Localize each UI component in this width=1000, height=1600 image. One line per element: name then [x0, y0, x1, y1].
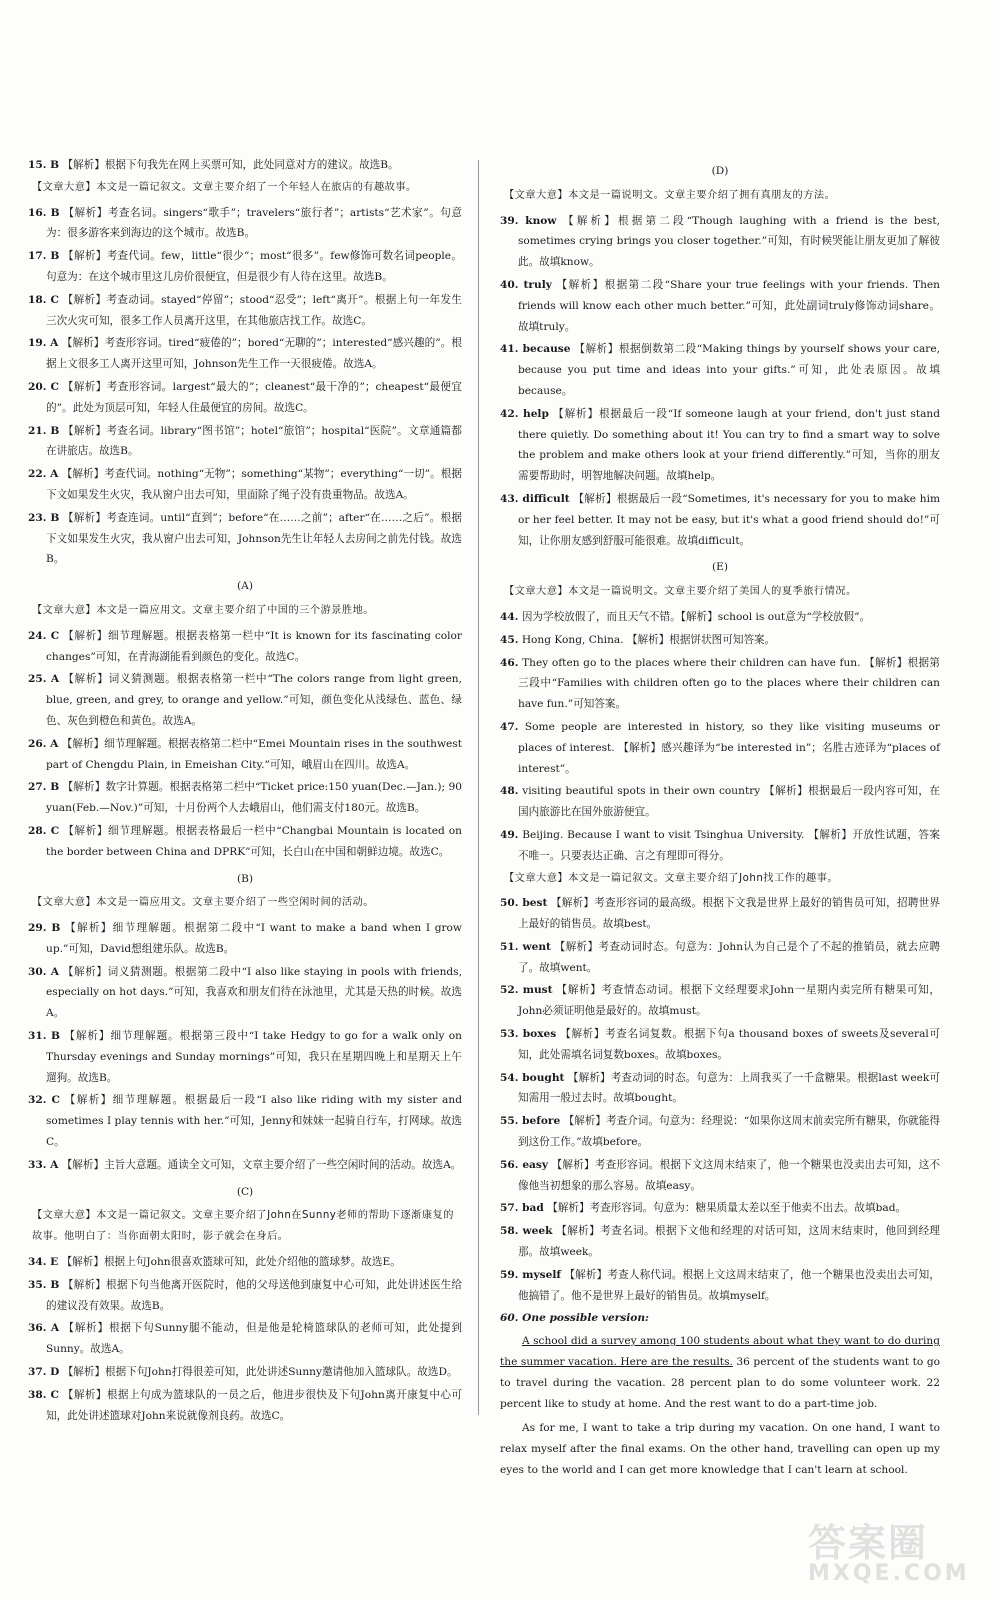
right-column [500, 155, 940, 1485]
answer-number: 28. C [28, 824, 60, 837]
passage-summary: 【文章大意】本文是一篇说明文。文章主要介绍了拥有真朋友的方法。 [504, 189, 836, 201]
answer-entry [500, 1068, 940, 1110]
answer-entry [500, 937, 940, 979]
answer-number: 60. [500, 1312, 519, 1325]
answer-explanation: 【解析】数字计算题。根据表格第二栏中“Ticket price:150 yuan(Dec.—Jan.); 90 yuan(Feb.—Nov.)”可知，十月份两个人去峨眉山，他们需支付180元。故选B。 [46, 781, 463, 815]
answer-explanation: 【解析】根据上句成为篮球队的一员之后，他进步很快及下句John离开康复中心可知，此处讲述篮球对John来说就像剂良药。故选C。 [46, 1388, 462, 1422]
left-column [28, 155, 462, 1428]
section-heading: (D) [711, 165, 729, 177]
answer-explanation: 【解析】考查形容词。tired“疲倦的”；bored“无聊的”；interested“感兴趣的”。根据上文很多工人离开这里可知，Johnson先生工作一天很疲倦。故选A。 [46, 337, 462, 371]
answer-explanation: 【解析】根据下句John打得很差可知，此处讲述Sunny邀请他加入篮球队。故选D。 [62, 1366, 458, 1379]
answer-explanation: 【解析】考查名词。根据下文他和经理的对话可知，这周末结束时，他回到经理那。故填week。 [518, 1225, 941, 1259]
answer-number: 34. E [28, 1256, 59, 1269]
answer-entry [500, 980, 940, 1022]
essay-underlined-intro: A school did a survey among 100 students about what they want to do during the summer vacation. Here are the results. [500, 1335, 940, 1369]
answer-number: 27. B [28, 781, 60, 794]
answer-entry [28, 377, 462, 419]
answer-explanation: 【解析】根据倒数第二段“Making things by yourself shows your care, because you put time and ideas into your gifts.”可知，此处表原因。故填because。 [518, 343, 940, 397]
watermark-bottom: MXQE.COM [808, 1561, 970, 1586]
answer-number: 53. boxes [500, 1028, 557, 1041]
answer-number: 43. difficult [500, 492, 570, 505]
answer-entry [28, 421, 462, 463]
answer-explanation: 【解析】根据最后一段“If someone laugh at your friend, don't just stand there quietly. Do something about it! You can try to find a smart way to solve the problem and make others look at your friend differently.”可知，当你的朋友需要帮助时，明智地解决问题。故填help。 [518, 407, 940, 483]
answer-entry [28, 1318, 462, 1360]
answer-explanation: 【解析】根据下句我先在网上买票可知，此处同意对方的建议。故选B。 [62, 159, 399, 171]
answer-number: 44. [500, 610, 519, 623]
watermark-logo [808, 1512, 978, 1586]
answer-number: 59. myself [500, 1268, 561, 1281]
answer-explanation: 【解析】词义猜测题。根据表格第一栏中“The colors range from light green, blue, green, and grey, to orange and yellow.”可知，颜色变化从浅绿色、蓝色、绿色、灰色到橙色和黄色。故选A。 [46, 673, 462, 727]
answer-entry [28, 1026, 462, 1088]
answer-entry [28, 246, 462, 288]
answer-entry [28, 734, 462, 776]
answer-entry [28, 155, 462, 176]
answer-explanation: Some people are interested in history, so they like visiting museums or places of interest. 【解析】感兴趣译为“be interested in”；名胜古迹译为“places of interest”。 [518, 720, 940, 775]
answer-number: 48. [500, 785, 519, 798]
answer-explanation: 【解析】细节理解题。根据表格第一栏中“It is known for its fascinating color changes”可知，在青海湖能看到颜色的变化。故选C。 [46, 629, 462, 663]
answer-explanation: 【解析】根据下句当他离开医院时，他的父母送他到康复中心可知，此处讲述医生给的建议没有效果。故选B。 [46, 1278, 463, 1312]
answer-number: 55. before [500, 1115, 561, 1128]
answer-number: 26. A [28, 737, 59, 750]
answer-number: 25. A [28, 673, 60, 686]
answer-entry [28, 821, 462, 863]
answer-entry [500, 825, 940, 867]
answer-explanation: 【解析】考查连词。until“直到”；before“在……之前”；after“在……之后”。根据下文如果发生火灾，我从窗户出去可知，Johnson先生让年轻人去房间之前先付钱。故选B。 [46, 511, 462, 566]
answer-explanation: 【解析】根据最后一段“Sometimes, it's necessary for you to make him or her feel better. It may not be easy, but it's what a good friend should do!”可知，让你朋友感到舒服可能很难。故填difficult。 [518, 492, 941, 547]
answer-entry [500, 1155, 940, 1197]
answer-number: 15. B [28, 159, 60, 171]
answer-entry [28, 1275, 462, 1317]
answer-number: 32. C [28, 1094, 60, 1107]
answer-number: 52. must [500, 984, 553, 997]
section-heading: (A) [237, 580, 253, 593]
answer-number: 17. B [28, 250, 60, 263]
answer-explanation: 【解析】细节理解题。根据第二段中“I want to make a band when I grow up.”可知，David想组建乐队。故选B。 [46, 922, 462, 955]
answer-explanation: 【解析】主旨大意题。通读全文可知，文章主要介绍了一些空闲时间的活动。故选A。 [61, 1158, 462, 1171]
essay-title: One possible version: [522, 1312, 649, 1325]
answer-number: 38. C [28, 1388, 59, 1401]
answer-entry [500, 1111, 940, 1153]
passage-summary: 【文章大意】本文是一篇记叙文。文章主要介绍了John找工作的趣事。 [504, 872, 839, 884]
answer-number: 54. bought [500, 1071, 565, 1084]
answer-explanation: 因为学校放假了，而且天气不错。【解析】school is out意为“学校放假”。 [521, 610, 871, 623]
answer-number: 30. A [28, 965, 59, 978]
answer-explanation: 【解析】考查名词复数。根据下句a thousand boxes of sweets及several可知，此处需填名词复数boxes。故填boxes。 [518, 1028, 940, 1061]
answer-entry [500, 607, 940, 628]
answer-number: 45. [500, 633, 519, 646]
answer-number: 37. D [28, 1366, 60, 1379]
answer-explanation: 【解析】根据上句John很喜欢篮球可知，此处介绍他的篮球梦。故选E。 [61, 1256, 401, 1269]
answer-explanation: 【解析】考查代词。nothing“无物”；something“某物”；everything“一切”。根据下文如果发生火灾，我从窗户出去可知，里面除了绳子没有贵重物品。故选A。 [46, 468, 462, 501]
answer-entry [28, 464, 462, 506]
essay-heading [500, 1308, 940, 1329]
passage-summary: 【文章大意】本文是一篇记叙文。文章主要介绍了一个年轻人在旅店的有趣故事。 [32, 181, 417, 193]
answer-explanation: 【解析】考查人称代词。根据上文这周末结束了，他一个糖果也没卖出去可知，他搞错了。他不是世界上最好的销售员。故填myself。 [518, 1268, 940, 1302]
answer-explanation: 【解析】考查动词。stayed“停留”；stood“忍受”；left“离开”。根据上句一年发生三次火灾可知，很多工作人员离开这里，在其他旅店找工作。故选C。 [46, 293, 462, 327]
answer-number: 24. C [28, 629, 60, 642]
answer-entry [28, 1385, 462, 1427]
answer-explanation: 【解析】根据第二段“Share your true feelings with your friends. Then friends will know each other much better.”可知，此处副词truly修饰动词share。故填truly。 [518, 278, 940, 333]
answer-number: 46. [500, 656, 519, 669]
answer-entry [500, 489, 940, 551]
answer-entry [500, 717, 940, 779]
answer-number: 51. went [500, 940, 551, 953]
answer-entry [28, 1090, 462, 1152]
passage-summary: 【文章大意】本文是一篇应用文。文章主要介绍了中国的三个游景胜地。 [32, 604, 374, 616]
answer-entry [28, 1155, 462, 1176]
answer-entry [28, 777, 462, 819]
answer-explanation: 【解析】考查情态动词。根据下文经理要求John一星期内卖完所有糖果可知，John必须证明他是最好的。故填must。 [518, 984, 940, 1018]
answer-number: 41. because [500, 343, 571, 356]
answer-explanation: Hong Kong, China. 【解析】根据饼状图可知答案。 [521, 633, 776, 646]
answer-entry [28, 290, 462, 332]
answer-number: 18. C [28, 293, 59, 306]
answer-explanation: 【解析】考查名词。singers“歌手”；travelers“旅行者”；artists“艺术家”。句意为：很多游客来到海边的这个城市。故选B。 [46, 206, 462, 240]
passage-summary: 【文章大意】本文是一篇说明文。文章主要介绍了美国人的夏季旅行情况。 [504, 586, 857, 598]
answer-explanation: 【解析】细节理解题。根据表格第二栏中“Emei Mountain rises in the southwest part of Chengdu Plain, in Emeishan City.”可知，峨眉山在四川。故选A。 [46, 737, 462, 771]
answer-explanation: Beijing. Because I want to visit Tsinghua University. 【解析】开放性试题，答案不唯一。只要表达正确、言之有理即可得分。 [518, 828, 941, 862]
answer-entry [28, 508, 462, 570]
answer-explanation: 【解析】考查形容词的最高级。根据下文我是世界上最好的销售员可知，招聘世界上最好的销售员。故填best。 [518, 897, 940, 931]
answer-explanation: 【解析】考查动词的时态。句意为：上周我买了一千盒糖果。根据last week可知需用一般过去时。故填bought。 [518, 1071, 940, 1105]
answer-number: 49. [500, 828, 519, 841]
answer-explanation: 【解析】细节理解题。根据表格最后一栏中“Changbai Mountain is located on the border between China and DPRK”可知，长白山在中国和朝鲜边境。故选C。 [46, 824, 462, 858]
section-heading: (C) [236, 1185, 254, 1198]
essay-paragraph [500, 1331, 940, 1414]
answer-entry [500, 211, 940, 273]
answer-entry [500, 404, 940, 487]
answer-entry [500, 1265, 940, 1307]
answer-entry [500, 653, 940, 715]
essay-text: 36 percent of the students want to go to travel during the vacation. 28 percent plan to do some volunteer work. 22 percent like to study at home. And the rest want to do a part-time job. [500, 1356, 940, 1410]
answer-explanation: 【解析】考查形容词。根据下文这周末结束了，他一个糖果也没卖出去可知，这不像他当初想象的那么容易。故填easy。 [518, 1158, 941, 1192]
watermark-top: 答案圈 [808, 1521, 929, 1565]
answer-explanation: 【解析】根据下句Sunny腿不能动，但是他是轮椅篮球队的老师可知，此处提到Sunny。故选A。 [46, 1322, 462, 1356]
answer-number: 47. [500, 720, 519, 733]
section-heading: (B) [236, 872, 254, 885]
answer-number: 22. A [28, 468, 59, 481]
answer-explanation: 【解析】细节理解题。根据最后一段“I also like riding with my sister and sometimes I play tennis with her.”可知，Jenny和妹妹一起骑自行车，打网球。故选C。 [46, 1094, 462, 1149]
answer-explanation: 【解析】考查形容词。句意为：糖果质量太差以至于他卖不出去。故填bad。 [547, 1202, 907, 1215]
answer-entry [500, 275, 940, 337]
section-heading: (E) [712, 561, 728, 574]
answer-explanation: visiting beautiful spots in their own country 【解析】根据最后一段内容可知，在国内旅游比在国外旅游便宜。 [518, 785, 940, 819]
answer-number: 39. know [500, 214, 557, 227]
answer-number: 58. week [500, 1225, 553, 1238]
answer-number: 56. easy [500, 1158, 549, 1171]
passage-summary: 【文章大意】本文是一篇记叙文。文章主要介绍了John在Sunny老师的帮助下逐渐康复的故事。他明白了：当你面朝太阳时，影子就会在身后。 [32, 1210, 454, 1243]
sample-essay [500, 1308, 940, 1480]
answer-entry [28, 918, 462, 960]
answer-entry [500, 1198, 940, 1219]
column-divider [478, 160, 479, 1415]
answer-number: 20. C [28, 380, 59, 393]
answer-entry [500, 630, 940, 651]
answer-explanation: They often go to the places where their children can have fun. 【解析】根据第三段中“Families with children often go to the places where their children can have fun.”可知答案。 [518, 656, 940, 711]
answer-entry [500, 1221, 940, 1263]
answer-explanation: 【解析】考查动词时态。句意为：John认为自己是个了不起的推销员，就去应聘了。故填went。 [518, 940, 940, 974]
answer-number: 33. A [28, 1158, 59, 1171]
answer-entry [500, 893, 940, 935]
answer-explanation: 【解析】考查形容词。largest“最大的”；cleanest“最干净的”；cheapest“最便宜的”。此处为顶层可知，年轻人住最便宜的房间。故选C。 [46, 380, 462, 414]
answer-number: 50. best [500, 897, 548, 910]
answer-number: 29. B [28, 922, 61, 935]
essay-paragraph: As for me, I want to take a trip during my vacation. On one hand, I want to relax myself after the final exams. On the other hand, travelling can open up my eyes to the world and I can get more knowledge that I can't learn at school. [500, 1422, 940, 1477]
answer-number: 57. bad [500, 1202, 544, 1215]
answer-explanation: 【解析】考查代词。few，little“很少”；most“很多”。few修饰可数名词people。句意为：在这个城市里这儿房价很便宜，但是很少有人待在这里。故选B。 [46, 250, 462, 283]
answer-entry [28, 669, 462, 731]
answer-entry [28, 626, 462, 668]
answer-number: 23. B [28, 511, 60, 524]
answer-number: 35. B [28, 1278, 60, 1291]
answer-number: 42. help [500, 407, 549, 420]
answer-explanation: 【解析】词义猜测题。根据第二段中“I also like staying in pools with friends, especially on hot days.”可知，我喜欢和朋友们待在泳池里，尤其是天热的时候。故选A。 [46, 965, 462, 1020]
answer-entry [500, 339, 940, 401]
passage-summary: 【文章大意】本文是一篇应用文。文章主要介绍了一些空闲时间的活动。 [32, 897, 374, 909]
answer-number: 40. truly [500, 278, 552, 291]
answer-entry [28, 962, 462, 1024]
answer-number: 19. A [28, 337, 59, 350]
answer-entry [500, 781, 940, 823]
answer-entry [500, 1024, 940, 1066]
answer-explanation: 【解析】根据第二段“Though laughing with a friend is the best, sometimes crying brings you closer together.”可知，有时候哭能让朋友更加了解彼此。故填know。 [518, 214, 940, 269]
answer-number: 36. A [28, 1322, 60, 1335]
answer-explanation: 【解析】细节理解题。根据第三段中“I take Hedgy to go for a walk only on Thursday evenings and Sunday mornings”可知，我只在星期四晚上和星期天上午遛狗。故选B。 [46, 1030, 462, 1084]
answer-explanation: 【解析】考查介词。句意为：经理说：“如果你这周末前卖完所有糖果，你就能得到这份工作。”故填before。 [518, 1115, 940, 1149]
answer-number: 16. B [28, 206, 60, 219]
answer-entry [28, 203, 462, 245]
answer-entry [28, 1252, 462, 1273]
answer-entry [28, 1362, 462, 1383]
answer-entry [28, 333, 462, 375]
answer-number: 21. B [28, 424, 60, 437]
answer-number: 31. B [28, 1030, 61, 1043]
answer-explanation: 【解析】考查名词。library“图书馆”；hotel“旅馆”；hospital“医院”。文章通篇都在讲旅店。故选B。 [46, 424, 462, 458]
